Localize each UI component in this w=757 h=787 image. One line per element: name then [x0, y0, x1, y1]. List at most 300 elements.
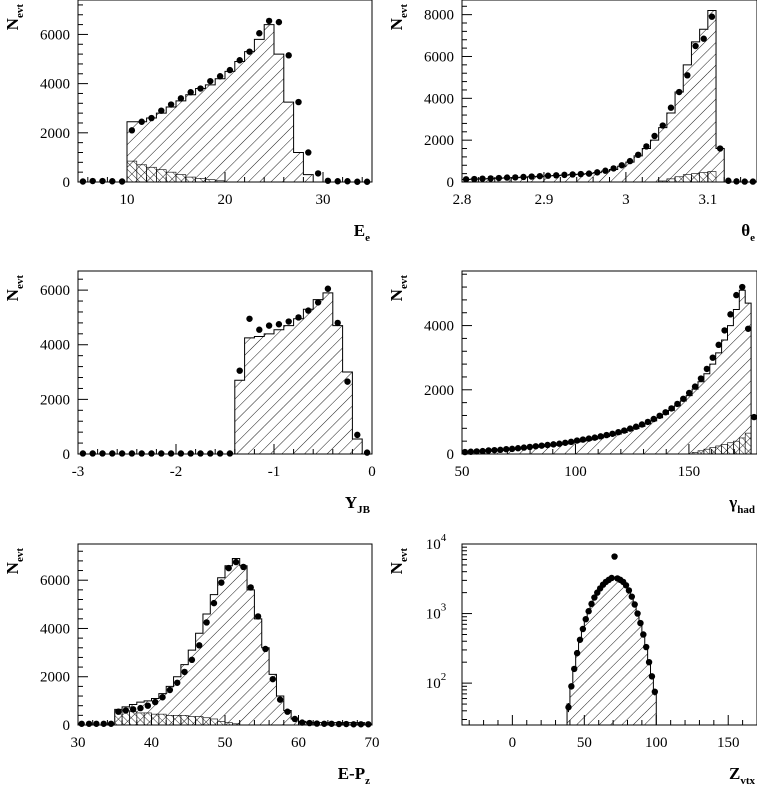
data-point	[256, 327, 262, 333]
y-axis-title: $N_{evt}$	[3, 275, 26, 302]
data-point	[284, 709, 290, 715]
data-point	[178, 95, 184, 101]
data-point	[99, 450, 105, 456]
y-axis-title: $N_{evt}$	[3, 4, 26, 31]
data-point	[515, 445, 521, 451]
data-point	[78, 721, 84, 727]
background-bar	[728, 443, 734, 454]
data-point	[629, 593, 635, 599]
data-point	[733, 178, 739, 184]
data-point	[602, 168, 608, 174]
data-point	[189, 657, 195, 663]
mc-bar	[196, 89, 206, 182]
background-bar	[181, 715, 188, 725]
data-point	[246, 48, 252, 54]
data-point	[123, 707, 129, 713]
mc-bar	[708, 10, 716, 182]
mc-bar	[633, 603, 636, 725]
data-point	[364, 449, 370, 455]
data-point	[574, 437, 580, 443]
data-point	[597, 433, 603, 439]
data-point	[583, 616, 589, 622]
data-point	[701, 36, 707, 42]
mc-bar	[294, 152, 304, 182]
mc-bar	[604, 581, 607, 725]
data-point	[586, 435, 592, 441]
mc-bar	[581, 628, 584, 725]
data-point	[217, 450, 223, 456]
background-bar	[691, 174, 699, 182]
data-point	[538, 442, 544, 448]
data-point	[739, 284, 745, 290]
y-axis-title: $N_{evt}$	[3, 548, 26, 575]
x-axis-title: $\theta_e$	[741, 221, 755, 244]
data-point	[568, 683, 574, 689]
mc-bar	[642, 149, 650, 182]
data-point	[109, 178, 115, 184]
data-point	[585, 608, 591, 614]
y-tick-label: 4000	[40, 337, 70, 354]
mc-bar	[716, 149, 724, 182]
y-tick-label: $10^4$	[425, 532, 447, 553]
data-point	[717, 145, 723, 151]
mc-bar	[352, 439, 362, 454]
background-bar	[716, 446, 722, 454]
background-bar	[675, 177, 683, 182]
mc-bar	[630, 596, 633, 725]
mc-bar	[733, 310, 739, 454]
background-bar	[745, 433, 751, 454]
data-point	[574, 650, 580, 656]
data-point	[335, 320, 341, 326]
data-point	[640, 631, 646, 637]
data-point	[174, 680, 180, 686]
data-point	[240, 564, 246, 570]
background-bar	[704, 449, 710, 454]
y-tick-label: 2000	[424, 133, 454, 150]
mc-bar	[599, 588, 602, 725]
data-point	[497, 447, 503, 453]
data-point	[588, 601, 594, 607]
data-point	[745, 326, 751, 332]
data-point	[537, 173, 543, 179]
data-point	[649, 673, 655, 679]
data-point	[139, 450, 145, 456]
data-point	[619, 162, 625, 168]
x-tick-label: 50	[217, 735, 233, 751]
data-point	[233, 559, 239, 565]
data-point	[709, 14, 715, 20]
mc-bar	[245, 52, 255, 182]
data-point	[344, 378, 350, 384]
mc-bar	[651, 421, 657, 454]
background-bar	[196, 717, 203, 725]
data-point	[270, 676, 276, 682]
panel-6	[387, 532, 757, 787]
background-bar	[700, 173, 708, 182]
data-point	[627, 158, 633, 164]
mc-bar	[704, 374, 710, 454]
mc-bar	[669, 410, 675, 454]
data-point	[305, 149, 311, 155]
data-point	[491, 447, 497, 453]
data-point	[580, 626, 586, 632]
data-point	[656, 413, 662, 419]
data-point	[203, 619, 209, 625]
data-point	[652, 689, 658, 695]
mc-bar	[683, 65, 691, 182]
x-tick-label: 70	[364, 735, 380, 751]
mc-bar	[294, 319, 304, 454]
data-point	[504, 174, 510, 180]
mc-bar	[254, 619, 261, 725]
mc-bar	[659, 128, 667, 182]
data-point	[246, 316, 252, 322]
data-point	[627, 425, 633, 431]
mc-bar	[691, 42, 699, 182]
mc-bar	[303, 175, 313, 182]
data-point	[99, 178, 105, 184]
x-tick-label: -1	[267, 464, 281, 480]
mc-bar	[700, 29, 708, 182]
data-point	[197, 85, 203, 91]
mc-bar	[264, 25, 274, 182]
data-point	[130, 706, 136, 712]
data-point	[509, 446, 515, 452]
mc-bar	[186, 95, 196, 182]
data-point	[139, 119, 145, 125]
data-point	[197, 450, 203, 456]
data-point	[266, 322, 272, 328]
mc-bar	[739, 290, 745, 454]
mc-bar	[618, 166, 626, 182]
data-point	[479, 175, 485, 181]
data-point	[218, 579, 224, 585]
mc-bar	[232, 558, 239, 725]
data-point	[276, 19, 282, 25]
mc-bar	[254, 337, 264, 454]
mc-bar	[274, 54, 284, 182]
data-point	[227, 67, 233, 73]
data-point	[335, 178, 341, 184]
background-bar	[166, 715, 173, 725]
data-point	[503, 446, 509, 452]
background-bar	[710, 448, 716, 454]
data-point	[676, 89, 682, 95]
data-point	[487, 175, 493, 181]
data-point	[580, 436, 586, 442]
mc-bar	[633, 429, 639, 454]
data-point	[578, 171, 584, 177]
data-point	[528, 173, 534, 179]
data-point	[603, 432, 609, 438]
data-point	[550, 441, 556, 447]
data-point	[344, 178, 350, 184]
data-point	[692, 43, 698, 49]
data-point	[276, 321, 282, 327]
x-tick-label: 150	[716, 735, 740, 751]
data-point	[621, 427, 627, 433]
data-point	[248, 584, 254, 590]
mc-bar	[710, 364, 716, 454]
data-point	[93, 721, 99, 727]
data-point	[328, 721, 334, 727]
mc-bar	[254, 39, 264, 182]
data-point	[485, 447, 491, 453]
y-tick-label: 6000	[40, 27, 70, 44]
data-point	[643, 143, 649, 149]
background-bar	[127, 161, 137, 182]
data-point	[167, 687, 173, 693]
mc-bar	[323, 293, 333, 454]
data-point	[651, 133, 657, 139]
mc-bar	[610, 435, 616, 454]
data-point	[643, 644, 649, 650]
data-point	[725, 178, 731, 184]
mc-bar	[580, 441, 586, 454]
y-tick-label: 6000	[40, 573, 70, 590]
y-tick-label: 4000	[424, 91, 454, 108]
data-point	[188, 89, 194, 95]
background-bar	[176, 175, 186, 182]
panel-2	[387, 0, 757, 244]
data-point	[586, 170, 592, 176]
mc-bar	[645, 424, 651, 454]
data-point	[109, 450, 115, 456]
data-point	[277, 696, 283, 702]
background-bar	[137, 713, 144, 725]
data-point	[715, 342, 721, 348]
mc-bar	[596, 593, 599, 725]
data-point	[159, 694, 165, 700]
mc-bar	[674, 406, 680, 454]
mc-bar	[698, 382, 704, 454]
y-axis-title: $N_{evt}$	[387, 4, 410, 31]
data-point	[577, 637, 583, 643]
y-tick-label: 2000	[424, 382, 454, 399]
data-point	[646, 659, 652, 665]
mc-bar	[203, 614, 210, 725]
x-tick-label: 100	[564, 464, 587, 480]
mc-bar	[586, 440, 592, 454]
data-point	[561, 172, 567, 178]
data-point	[520, 174, 526, 180]
data-point	[608, 575, 614, 581]
mc-bar	[613, 577, 616, 725]
data-point	[237, 367, 243, 373]
data-point	[148, 450, 154, 456]
data-point	[751, 414, 757, 420]
data-point	[639, 421, 645, 427]
x-tick-label: 20	[217, 192, 233, 208]
data-point	[533, 443, 539, 449]
data-point	[315, 299, 321, 305]
mc-bar	[639, 622, 642, 725]
data-point	[358, 721, 364, 727]
mc-bar	[692, 389, 698, 454]
mc-bar	[240, 566, 247, 725]
mc-bar	[728, 326, 734, 454]
data-point	[295, 99, 301, 105]
mc-bar	[587, 611, 590, 725]
data-point	[651, 416, 657, 422]
background-bar	[708, 172, 716, 182]
data-point	[521, 444, 527, 450]
background-bar	[683, 175, 691, 182]
x-axis-title: $Z_{vtx}$	[728, 764, 755, 787]
mc-bar	[627, 590, 630, 725]
data-point	[325, 286, 331, 292]
data-point	[181, 669, 187, 675]
background-bar	[739, 438, 745, 454]
data-point	[314, 720, 320, 726]
mc-bar	[176, 101, 186, 182]
data-point	[262, 646, 268, 652]
data-point	[562, 440, 568, 446]
x-tick-label: 50	[576, 735, 592, 751]
data-point	[674, 401, 680, 407]
background-bar	[144, 713, 151, 725]
mc-bar	[621, 432, 627, 454]
data-point	[471, 176, 477, 182]
background-bar	[218, 721, 225, 725]
mc-bar	[235, 61, 245, 182]
mc-bar	[247, 590, 254, 725]
data-point	[634, 610, 640, 616]
data-point	[158, 107, 164, 113]
data-point	[350, 721, 356, 727]
data-point	[115, 709, 121, 715]
mc-bar	[627, 431, 633, 454]
y-tick-label: 0	[446, 175, 454, 191]
y-tick-label: 2000	[40, 392, 70, 409]
y-tick-label: 2000	[40, 669, 70, 686]
background-bar	[159, 714, 166, 725]
data-point	[684, 72, 690, 78]
mc-bar	[625, 585, 628, 725]
data-point	[615, 429, 621, 435]
data-point	[196, 642, 202, 648]
data-point	[286, 52, 292, 58]
data-point	[315, 170, 321, 176]
data-point	[569, 171, 575, 177]
x-tick-label: 60	[291, 735, 306, 751]
data-point	[692, 383, 698, 389]
mc-bar	[284, 326, 294, 454]
background-bar	[203, 718, 210, 725]
data-point	[721, 327, 727, 333]
x-axis-title: $Y_{JB}$	[344, 493, 370, 516]
mc-bar	[667, 113, 675, 182]
data-point	[662, 409, 668, 415]
x-tick-label: -2	[169, 464, 183, 480]
x-axis-title: $E-P_z$	[337, 764, 370, 787]
x-tick-label: 3.1	[698, 192, 718, 208]
data-point	[645, 419, 651, 425]
x-tick-label: 30	[315, 192, 331, 208]
y-tick-label: 4000	[424, 318, 454, 335]
mc-bar	[616, 578, 619, 725]
mc-bar	[245, 338, 255, 454]
mc-bar	[619, 579, 622, 725]
mc-bar	[592, 439, 598, 454]
mc-bar	[333, 326, 343, 454]
data-point	[292, 716, 298, 722]
background-bar	[210, 719, 217, 725]
data-point	[565, 704, 571, 710]
data-point	[336, 721, 342, 727]
background-bar	[186, 177, 196, 182]
mc-bar	[225, 71, 235, 182]
background-bar	[137, 165, 147, 182]
data-point	[545, 173, 551, 179]
panel-3	[3, 271, 376, 516]
data-point	[637, 620, 643, 626]
data-point	[207, 78, 213, 84]
data-point	[266, 18, 272, 24]
background-bar	[147, 167, 157, 182]
data-point	[354, 432, 360, 438]
y-tick-label: $10^3$	[425, 601, 447, 623]
background-bar	[174, 715, 181, 725]
data-point	[568, 439, 574, 445]
data-point	[610, 165, 616, 171]
data-point	[86, 721, 92, 727]
data-point	[512, 174, 518, 180]
mc-bar	[215, 79, 225, 182]
data-point	[592, 434, 598, 440]
data-point	[325, 178, 331, 184]
data-point	[145, 702, 151, 708]
data-point	[101, 721, 107, 727]
data-point	[168, 450, 174, 456]
data-point	[108, 721, 114, 727]
mc-bar	[313, 300, 323, 454]
y-tick-label: 2000	[40, 125, 70, 142]
data-point	[727, 311, 733, 317]
data-point	[733, 292, 739, 298]
mc-bar	[663, 414, 669, 454]
background-bar	[152, 714, 159, 725]
mc-bar	[210, 595, 217, 725]
data-point	[668, 105, 674, 111]
data-point	[152, 699, 158, 705]
mc-bar	[622, 581, 625, 725]
panel-4	[387, 271, 757, 516]
x-tick-label: 2.8	[452, 192, 472, 208]
panel-1	[3, 0, 372, 244]
data-point	[594, 169, 600, 175]
y-axis-title: $N_{evt}$	[387, 275, 410, 302]
data-point	[256, 30, 262, 36]
mc-bar	[680, 401, 686, 454]
data-point	[680, 396, 686, 402]
mc-bar	[303, 309, 313, 454]
mc-bar	[284, 102, 294, 182]
x-tick-label: 0	[508, 735, 517, 751]
y-tick-label: 6000	[424, 49, 454, 66]
data-point	[571, 666, 577, 672]
data-point	[633, 424, 639, 430]
data-point	[631, 601, 637, 607]
data-point	[553, 172, 559, 178]
x-tick-label: 3	[622, 192, 630, 208]
data-point	[660, 122, 666, 128]
mc-bar	[650, 140, 658, 182]
y-tick-label: 8000	[424, 7, 454, 24]
data-point	[626, 587, 632, 593]
data-point	[698, 375, 704, 381]
